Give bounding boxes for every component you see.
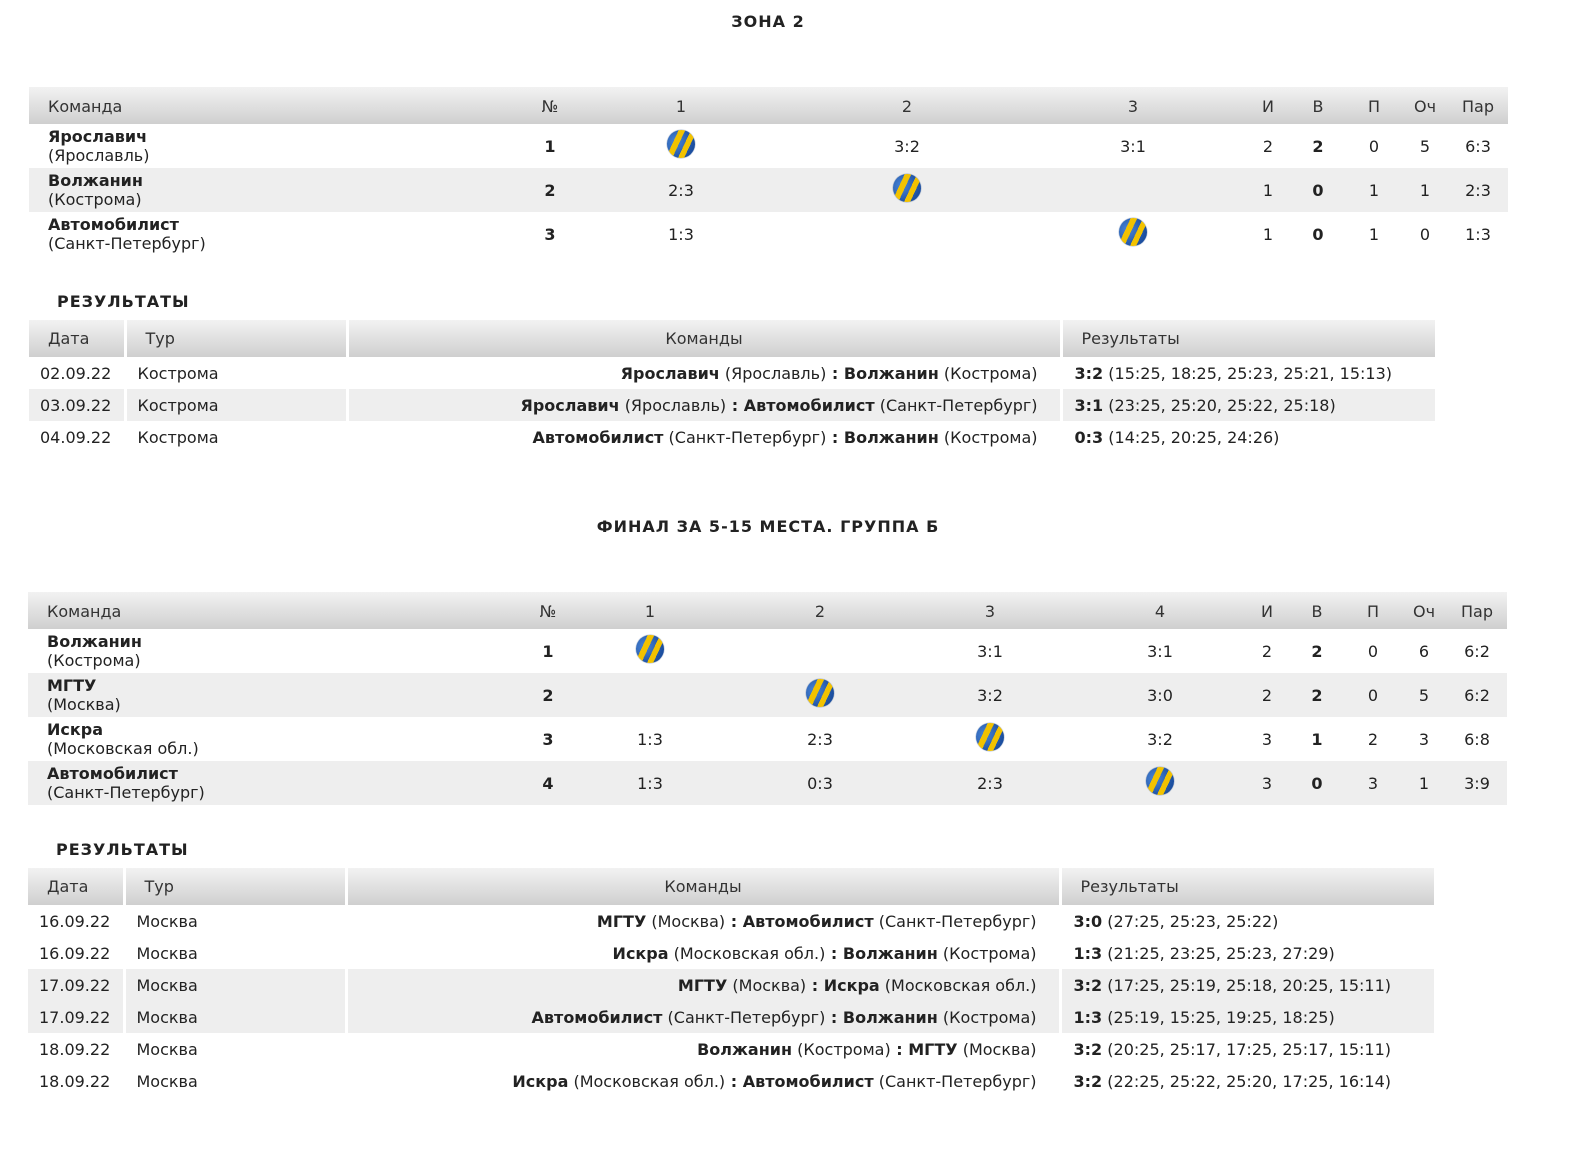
away-team-name: Автомобилист xyxy=(743,395,875,415)
header-wins: В xyxy=(1312,97,1324,116)
zone2-rows xyxy=(29,87,1508,256)
table-row xyxy=(29,168,1508,212)
separator: : xyxy=(825,1007,843,1027)
table-row xyxy=(29,124,1508,168)
separator: : xyxy=(806,975,824,995)
match-date: 03.09.22 xyxy=(29,389,125,421)
away-team-city: (Москва) xyxy=(962,1039,1037,1059)
table-row xyxy=(28,761,1507,805)
team-number: 2 xyxy=(544,181,556,200)
team-city: (Ярославль) xyxy=(48,146,150,165)
home-team-city: (Ярославль) xyxy=(724,363,827,383)
header-team: Команда xyxy=(48,97,123,116)
wins: 2 xyxy=(1311,642,1323,661)
losses: 0 xyxy=(1367,642,1379,661)
table-row xyxy=(28,673,1507,717)
match-tour: Кострома xyxy=(125,357,347,389)
match-tour: Москва xyxy=(124,905,346,937)
away-team-name: Волжанин xyxy=(843,363,939,383)
team-number: 2 xyxy=(542,686,554,705)
table-row xyxy=(29,389,1436,421)
losses: 1 xyxy=(1368,225,1380,244)
zone2-results-table xyxy=(29,320,1438,453)
team-name: МГТУ xyxy=(47,676,97,695)
sets-ratio: 2:3 xyxy=(1465,181,1491,200)
away-team-city: (Санкт-Петербург) xyxy=(879,395,1038,415)
team-name: Волжанин xyxy=(47,632,142,651)
home-team-city: (Московская обл.) xyxy=(673,943,826,963)
away-team-name: Волжанин xyxy=(843,427,939,447)
team-number: 3 xyxy=(542,730,554,749)
table-row xyxy=(29,212,1508,256)
home-team-name: МГТУ xyxy=(677,975,728,995)
match-tour: Москва xyxy=(124,1001,346,1033)
match-score: 1:3 xyxy=(1073,1007,1103,1027)
header-col-4: 4 xyxy=(1154,602,1166,621)
header-points: Оч xyxy=(1412,602,1436,621)
separator: : xyxy=(826,427,844,447)
match-date: 18.09.22 xyxy=(28,1033,124,1065)
away-team-name: Волжанин xyxy=(842,1007,938,1027)
match-result xyxy=(1060,1001,1435,1033)
set-scores: (25:19, 15:25, 19:25, 18:25) xyxy=(1107,1007,1335,1027)
match-score: 1:3 xyxy=(637,730,663,749)
away-team-name: МГТУ xyxy=(908,1039,958,1059)
sets-ratio: 6:8 xyxy=(1464,730,1490,749)
match-teams xyxy=(347,421,1061,453)
match-teams xyxy=(347,357,1061,389)
groupb-results-title: РЕЗУЛЬТАТЫ xyxy=(56,840,189,859)
sets-ratio: 6:2 xyxy=(1464,642,1490,661)
away-team-name: Автомобилист xyxy=(742,911,874,931)
match-score: 1:3 xyxy=(668,225,694,244)
away-team-name: Волжанин xyxy=(842,943,938,963)
separator: : xyxy=(825,943,843,963)
games-played: 3 xyxy=(1261,730,1273,749)
home-team-name: Ярославич xyxy=(620,363,720,383)
table-row xyxy=(28,937,1435,969)
volleyball-icon xyxy=(1142,763,1178,799)
header-col-1: 1 xyxy=(675,97,687,116)
home-team-name: Автомобилист xyxy=(531,1007,663,1027)
match-score: 3:1 xyxy=(1074,395,1104,415)
away-team-city: (Санкт-Петербург) xyxy=(878,1071,1037,1091)
team-name: Волжанин xyxy=(48,171,143,190)
wins: 0 xyxy=(1312,225,1324,244)
separator: : xyxy=(890,1039,909,1059)
set-scores: (20:25, 25:17, 17:25, 25:17, 15:11) xyxy=(1107,1039,1391,1059)
header-col-2: 2 xyxy=(901,97,913,116)
header-results: Результаты xyxy=(1060,868,1435,905)
zone2-results-header xyxy=(29,320,1436,357)
sets-ratio: 1:3 xyxy=(1465,225,1491,244)
match-result xyxy=(1060,1065,1435,1097)
match-teams xyxy=(346,905,1060,937)
header-col-3: 3 xyxy=(984,602,996,621)
wins: 0 xyxy=(1312,181,1324,200)
team-city: (Кострома) xyxy=(48,190,142,209)
zone2-results-title: РЕЗУЛЬТАТЫ xyxy=(57,292,190,311)
home-team-name: МГТУ xyxy=(596,911,647,931)
table-row xyxy=(28,629,1507,673)
wins: 2 xyxy=(1311,686,1323,705)
home-team-city: (Санкт-Петербург) xyxy=(668,427,827,447)
team-name: Автомобилист xyxy=(47,764,178,783)
games-played: 2 xyxy=(1261,686,1273,705)
home-team-name: Автомобилист xyxy=(532,427,664,447)
header-sets: Пар xyxy=(1462,97,1494,116)
home-team-city: (Москва) xyxy=(732,975,807,995)
match-result xyxy=(1060,1033,1435,1065)
volleyball-icon xyxy=(802,675,838,711)
away-team-city: (Московская обл.) xyxy=(884,975,1037,995)
losses: 3 xyxy=(1367,774,1379,793)
volleyball-icon xyxy=(972,719,1008,755)
header-col-3: 3 xyxy=(1127,97,1139,116)
zone2-header-row xyxy=(29,87,1508,124)
match-score: 3:2 xyxy=(977,686,1003,705)
volleyball-icon xyxy=(1115,214,1151,250)
header-points: Оч xyxy=(1413,97,1437,116)
team-city: (Московская обл.) xyxy=(47,739,199,758)
match-tour: Кострома xyxy=(125,389,347,421)
match-date: 18.09.22 xyxy=(28,1065,124,1097)
points: 5 xyxy=(1418,686,1430,705)
match-tour: Москва xyxy=(124,1065,346,1097)
groupB-header-row xyxy=(28,592,1507,629)
groupb-title: ФИНАЛ ЗА 5-15 МЕСТА. ГРУППА Б xyxy=(596,517,940,536)
match-score: 3:2 xyxy=(894,137,920,156)
match-score: 2:3 xyxy=(807,730,833,749)
separator: : xyxy=(725,911,743,931)
table-row xyxy=(29,357,1436,389)
set-scores: (23:25, 25:20, 25:22, 25:18) xyxy=(1108,395,1336,415)
table-row xyxy=(28,905,1435,937)
header-num: № xyxy=(541,97,559,116)
home-team-city: (Санкт-Петербург) xyxy=(667,1007,826,1027)
header-date: Дата xyxy=(29,320,125,357)
match-score: 2:3 xyxy=(668,181,694,200)
points: 1 xyxy=(1419,181,1431,200)
team-name: Автомобилист xyxy=(48,215,179,234)
header-col-1: 1 xyxy=(644,602,656,621)
groupb-results-table xyxy=(28,868,1437,1097)
match-tour: Москва xyxy=(124,937,346,969)
groupb-results-header xyxy=(28,868,1435,905)
match-teams xyxy=(346,1033,1060,1065)
match-date: 02.09.22 xyxy=(29,357,125,389)
points: 6 xyxy=(1418,642,1430,661)
sets-ratio: 6:2 xyxy=(1464,686,1490,705)
match-date: 16.09.22 xyxy=(28,905,124,937)
match-result xyxy=(1060,937,1435,969)
header-team: Команда xyxy=(47,602,122,621)
away-team-name: Автомобилист xyxy=(742,1071,874,1091)
match-result xyxy=(1061,357,1436,389)
match-score: 3:2 xyxy=(1073,975,1103,995)
home-team-city: (Москва) xyxy=(651,911,726,931)
separator: : xyxy=(726,395,744,415)
wins: 0 xyxy=(1311,774,1323,793)
header-losses: П xyxy=(1367,97,1381,116)
points: 0 xyxy=(1419,225,1431,244)
header-teams: Команды xyxy=(346,868,1060,905)
set-scores: (17:25, 25:19, 25:18, 20:25, 15:11) xyxy=(1107,975,1391,995)
match-score: 3:0 xyxy=(1147,686,1173,705)
header-wins: В xyxy=(1311,602,1323,621)
team-number: 3 xyxy=(544,225,556,244)
separator: : xyxy=(725,1071,743,1091)
match-score: 3:2 xyxy=(1073,1071,1103,1091)
sets-ratio: 6:3 xyxy=(1465,137,1491,156)
match-teams xyxy=(346,937,1060,969)
team-name: Искра xyxy=(47,720,103,739)
match-date: 17.09.22 xyxy=(28,969,124,1001)
away-team-name: Искра xyxy=(823,975,880,995)
home-team-name: Волжанин xyxy=(697,1039,793,1059)
team-number: 1 xyxy=(544,137,556,156)
header-games: И xyxy=(1262,97,1274,116)
match-score: 0:3 xyxy=(1074,427,1104,447)
match-teams xyxy=(346,1001,1060,1033)
losses: 0 xyxy=(1367,686,1379,705)
set-scores: (21:25, 23:25, 25:23, 27:29) xyxy=(1107,943,1335,963)
home-team-city: (Московская обл.) xyxy=(573,1071,726,1091)
volleyball-icon xyxy=(889,170,925,206)
wins: 1 xyxy=(1311,730,1323,749)
set-scores: (22:25, 25:22, 25:20, 17:25, 16:14) xyxy=(1107,1071,1391,1091)
away-team-city: (Кострома) xyxy=(943,427,1038,447)
match-score: 3:0 xyxy=(1073,911,1103,931)
home-team-city: (Кострома) xyxy=(797,1039,891,1059)
match-date: 17.09.22 xyxy=(28,1001,124,1033)
table-row xyxy=(28,1065,1435,1097)
header-teams: Команды xyxy=(347,320,1061,357)
header-num: № xyxy=(539,602,557,621)
set-scores: (14:25, 20:25, 24:26) xyxy=(1108,427,1280,447)
team-number: 4 xyxy=(542,774,554,793)
team-number: 1 xyxy=(542,642,554,661)
separator: : xyxy=(826,363,844,383)
games-played: 1 xyxy=(1262,181,1274,200)
volleyball-icon xyxy=(663,126,699,162)
home-team-city: (Ярославль) xyxy=(624,395,727,415)
match-score: 1:3 xyxy=(637,774,663,793)
match-tour: Кострома xyxy=(125,421,347,453)
match-score: 1:3 xyxy=(1073,943,1103,963)
match-teams xyxy=(346,1065,1060,1097)
points: 5 xyxy=(1419,137,1431,156)
games-played: 3 xyxy=(1261,774,1273,793)
points: 1 xyxy=(1418,774,1430,793)
match-result xyxy=(1061,421,1436,453)
team-city: (Кострома) xyxy=(47,651,141,670)
table-row xyxy=(28,1001,1435,1033)
match-result xyxy=(1060,969,1435,1001)
losses: 2 xyxy=(1367,730,1379,749)
match-score: 3:1 xyxy=(1120,137,1146,156)
match-result xyxy=(1061,389,1436,421)
header-tour: Тур xyxy=(125,320,347,357)
zone2-title: ЗОНА 2 xyxy=(731,12,805,31)
header-sets: Пар xyxy=(1461,602,1493,621)
games-played: 1 xyxy=(1262,225,1274,244)
team-city: (Санкт-Петербург) xyxy=(47,783,205,802)
match-score: 3:2 xyxy=(1074,363,1104,383)
home-team-name: Ярославич xyxy=(520,395,620,415)
match-score: 3:1 xyxy=(1147,642,1173,661)
games-played: 2 xyxy=(1262,137,1274,156)
set-scores: (15:25, 18:25, 25:23, 25:21, 15:13) xyxy=(1108,363,1392,383)
match-score: 0:3 xyxy=(807,774,833,793)
header-tour: Тур xyxy=(124,868,346,905)
team-name: Ярославич xyxy=(48,127,148,146)
groupb-rows xyxy=(28,592,1507,805)
match-score: 3:1 xyxy=(977,642,1003,661)
away-team-city: (Кострома) xyxy=(943,363,1038,383)
match-score: 2:3 xyxy=(977,774,1003,793)
match-result xyxy=(1060,905,1435,937)
table-row xyxy=(28,717,1507,761)
away-team-city: (Кострома) xyxy=(942,943,1037,963)
match-date: 04.09.22 xyxy=(29,421,125,453)
match-tour: Москва xyxy=(124,1033,346,1065)
away-team-city: (Кострома) xyxy=(942,1007,1037,1027)
games-played: 2 xyxy=(1261,642,1273,661)
header-date: Дата xyxy=(28,868,124,905)
losses: 1 xyxy=(1368,181,1380,200)
set-scores: (27:25, 25:23, 25:22) xyxy=(1107,911,1279,931)
header-results: Результаты xyxy=(1061,320,1436,357)
table-row xyxy=(28,1033,1435,1065)
match-date: 16.09.22 xyxy=(28,937,124,969)
match-tour: Москва xyxy=(124,969,346,1001)
losses: 0 xyxy=(1368,137,1380,156)
table-row xyxy=(29,421,1436,453)
match-score: 3:2 xyxy=(1073,1039,1103,1059)
home-team-name: Искра xyxy=(612,943,669,963)
sets-ratio: 3:9 xyxy=(1464,774,1490,793)
home-team-name: Искра xyxy=(512,1071,569,1091)
header-losses: П xyxy=(1366,602,1380,621)
match-teams xyxy=(347,389,1061,421)
away-team-city: (Санкт-Петербург) xyxy=(878,911,1037,931)
wins: 2 xyxy=(1312,137,1324,156)
volleyball-icon xyxy=(632,631,668,667)
team-city: (Санкт-Петербург) xyxy=(48,234,206,253)
header-games: И xyxy=(1261,602,1273,621)
team-city: (Москва) xyxy=(47,695,121,714)
match-teams xyxy=(346,969,1060,1001)
points: 3 xyxy=(1418,730,1430,749)
match-score: 3:2 xyxy=(1147,730,1173,749)
header-col-2: 2 xyxy=(814,602,826,621)
table-row xyxy=(28,969,1435,1001)
